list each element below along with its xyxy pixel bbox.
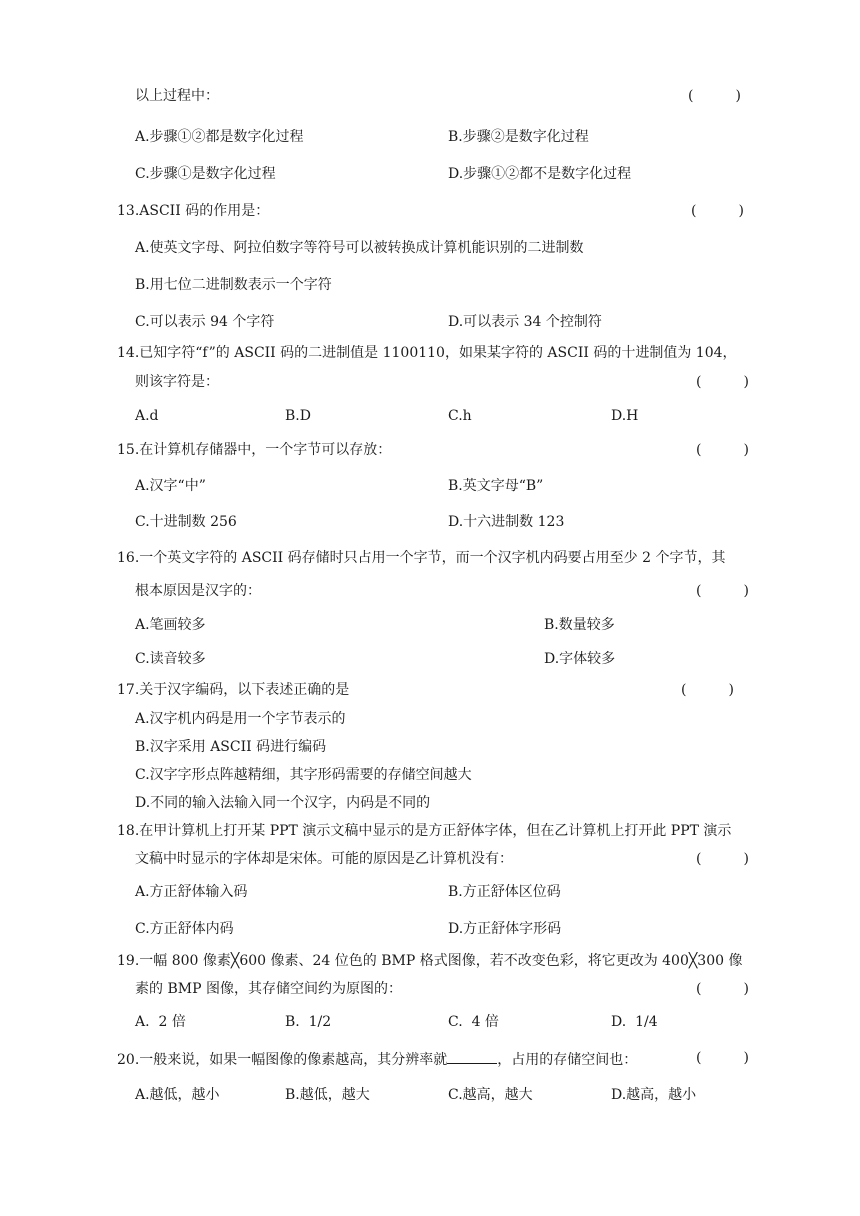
question-14-option-c: C.h: [448, 408, 472, 424]
question-14-option-b: B.D: [285, 408, 311, 424]
question-18-option-d: D.方正舒体字形码: [448, 921, 562, 937]
question-17-option-b: B.汉字采用 ASCII 码进行编码: [135, 739, 327, 755]
question-12-option-b: B.步骤②是数字化过程: [448, 129, 589, 145]
question-14-stem-line1: 14.已知字符“f”的 ASCII 码的二进制值是 1100110，如果某字符的 ASCII 码的十进制值为 104，: [117, 345, 737, 361]
question-19-option-b: B. 1/2: [285, 1014, 332, 1030]
question-12-stem: 以上过程中：: [135, 88, 219, 104]
answer-bracket: ( ): [691, 203, 744, 219]
question-15-stem: 15.在计算机存储器中，一个字节可以存放：: [117, 442, 392, 458]
question-15-option-c: C.十进制数 256: [135, 514, 237, 530]
question-19-option-a: A. 2 倍: [135, 1014, 186, 1030]
question-20-option-a: A.越低，越小: [135, 1087, 220, 1103]
question-19-stem-line1: 19.一幅 800 像素╳600 像素、24 位色的 BMP 格式图像，若不改变色彩，将它更改为 400╳300 像: [117, 953, 743, 969]
question-16-option-a: A.笔画较多: [135, 617, 206, 633]
question-20-option-c: C.越高，越大: [448, 1087, 533, 1103]
question-14-option-d: D.H: [611, 408, 639, 424]
question-16-stem-line1: 16.一个英文字符的 ASCII 码存储时只占用一个字节，而一个汉字机内码要占用至少 2 个字节，其: [117, 550, 726, 566]
question-18-stem-line1: 18.在甲计算机上打开某 PPT 演示文稿中显示的是方正舒体字体，但在乙计算机上打开此 PPT 演示: [117, 823, 732, 839]
question-13-option-d: D.可以表示 34 个控制符: [448, 314, 602, 330]
question-19-stem-line2: 素的 BMP 图像，其存储空间约为原图的：: [135, 981, 402, 997]
question-15-option-b: B.英文字母“B”: [448, 478, 544, 494]
question-20-stem-before: 20.一般来说，如果一幅图像的像素越高，其分辨率就: [117, 1052, 448, 1068]
answer-bracket: ( ): [681, 682, 734, 698]
answer-bracket: ( ): [688, 88, 741, 104]
question-18-option-b: B.方正舒体区位码: [448, 884, 561, 900]
question-16-option-d: D.字体较多: [544, 651, 616, 667]
question-12-option-a: A.步骤①②都是数字化过程: [135, 129, 304, 145]
question-14-option-a: A.d: [135, 408, 159, 424]
question-16-option-b: B.数量较多: [544, 617, 615, 633]
question-19-option-d: D. 1/4: [611, 1014, 658, 1030]
question-13-option-a: A.使英文字母、阿拉伯数字等符号可以被转换成计算机能识别的二进制数: [135, 240, 584, 256]
question-17-option-d: D.不同的输入法输入同一个汉字，内码是不同的: [135, 795, 431, 811]
question-12-option-c: C.步骤①是数字化过程: [135, 166, 276, 182]
question-12-option-d: D.步骤①②都不是数字化过程: [448, 166, 632, 182]
question-17-option-a: A.汉字机内码是用一个字节表示的: [135, 711, 346, 727]
answer-bracket: ( ): [696, 1050, 749, 1066]
question-13-option-c: C.可以表示 94 个字符: [135, 314, 275, 330]
question-13-option-b: B.用七位二进制数表示一个字符: [135, 277, 332, 293]
question-17-option-c: C.汉字字形点阵越精细，其字形码需要的存储空间越大: [135, 767, 472, 783]
question-16-option-c: C.读音较多: [135, 651, 206, 667]
question-18-option-c: C.方正舒体内码: [135, 921, 234, 937]
question-16-stem-line2: 根本原因是汉字的：: [135, 583, 261, 599]
question-17-stem: 17.关于汉字编码，以下表述正确的是: [117, 682, 350, 698]
fill-in-blank: [447, 1049, 497, 1064]
question-20-option-d: D.越高，越小: [611, 1087, 697, 1103]
question-14-stem-line2: 则该字符是：: [135, 374, 219, 390]
question-20-stem-after: ，占用的存储空间也：: [497, 1052, 638, 1068]
question-18-stem-line2: 文稿中时显示的字体却是宋体。可能的原因是乙计算机没有：: [135, 851, 513, 867]
question-15-option-d: D.十六进制数 123: [448, 514, 565, 530]
answer-bracket: ( ): [696, 442, 749, 458]
question-20-stem: [117, 1049, 637, 1069]
answer-bracket: ( ): [696, 374, 749, 390]
question-20-option-b: B.越低，越大: [285, 1087, 370, 1103]
question-18-option-a: A.方正舒体输入码: [135, 884, 248, 900]
question-19-option-c: C. 4 倍: [448, 1014, 499, 1030]
question-13-stem: 13.ASCII 码的作用是：: [117, 203, 270, 219]
answer-bracket: ( ): [696, 981, 749, 997]
answer-bracket: ( ): [696, 583, 749, 599]
question-15-option-a: A.汉字“中”: [135, 478, 206, 494]
answer-bracket: ( ): [696, 851, 749, 867]
